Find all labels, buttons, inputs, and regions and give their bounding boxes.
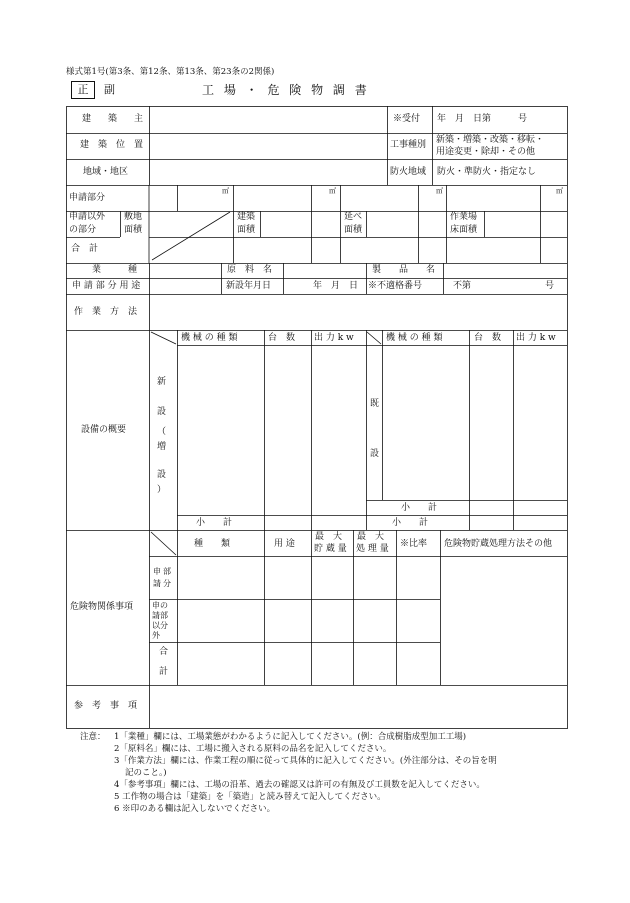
machine-type-header: 機 械 の 種 類 [181,333,238,343]
use-label: 申 請 部 分 用 途 [72,281,141,291]
total-label: 合 計 [71,244,99,254]
raw-material-label: 原 料 名 [227,265,273,275]
note-3b: 記のこと。) [125,768,167,778]
site-area-label-2: 面積 [124,225,143,235]
applied-row-label: 分 [163,579,171,588]
subtotal-label: 小 計 [196,518,233,528]
other-row-label: 外 [152,631,160,640]
total-row-label: 計 [159,667,169,677]
note-3a: 3「作業方法」欄には、作業工程の順に従って具体的に記入してください。(外注部分は、その旨を明 [114,756,497,766]
note-2: 2「原料名」欄には、工場に搬入される原料の品名を記入してください。 [114,744,392,754]
applied-row-label: 請 [153,579,161,588]
count-header: 台 数 [268,333,296,343]
subtotal-label: 小 計 [392,518,429,528]
unit-sqm: ㎡ [556,187,563,195]
machine-type-header: 機 械 の 種 類 [386,333,443,343]
hazard-label: 危険物関係事項 [70,602,134,612]
total-row-label: 合 [159,647,169,657]
other-part-label-2: の部分 [69,225,97,235]
new-equipment-char: ） [157,485,167,495]
hazard-use-header: 用 途 [274,539,295,549]
remarks-label: 参 考 事 項 [74,701,138,711]
work-type-label: 工事種別 [390,140,427,150]
nonconform-label: ※不適格番号 [368,281,423,291]
district-label: 地域・地区 [83,167,129,177]
count-header: 台 数 [474,333,502,343]
product-label: 製 品 名 [372,265,436,275]
original-box: 正 [71,81,95,99]
receipt-value[interactable]: 年 月 日第 号 [437,114,528,124]
note-4: 4「参考事項」欄には、工場の沿革、過去の確認又は許可の有無及び工員数を記入してください。 [114,780,485,790]
other-row-label: 請部 [152,611,168,620]
copy-label: 副 [104,83,115,96]
max-process-header-2: 処 理 量 [356,544,389,554]
fire-zone-options[interactable]: 防火・準防火・指定なし [437,167,537,177]
max-process-header-1: 最 大 [357,532,385,542]
work-type-options-2[interactable]: 用途変更・除却・その他 [436,147,536,157]
new-date-label: 新設年月日 [226,281,272,291]
existing-equipment-char: 既 [370,399,380,409]
building-area-label-2: 面積 [237,225,256,235]
other-part-label-1: 申請以外 [69,212,106,222]
power-header: 出 力 k w [314,333,354,343]
hazard-type-header: 種 類 [194,539,231,549]
receipt-label: ※受付 [393,114,421,124]
new-equipment-char: 設 [157,407,167,417]
new-equipment-char: 設 [157,470,167,480]
builder-label: 建 築 主 [82,114,148,124]
method-header: 危険物貯蔵処理方法その他 [444,539,553,549]
notes-prefix: 注意： [80,732,106,742]
nonconform-suffix: 号 [545,281,555,291]
page-title: 工 場 ・ 危 険 物 調 書 [202,83,370,97]
unit-sqm: ㎡ [222,187,229,195]
applied-row-label: 申 [153,567,161,576]
other-row-label: 申の [152,601,168,610]
subtotal-label: 小 計 [401,503,438,513]
location-label: 建 築 位 置 [80,140,144,150]
new-equipment-char: 新 [157,377,167,387]
applied-row-label: 部 [163,567,171,576]
power-header: 出 力 k w [516,333,556,343]
new-date-value[interactable]: 年 月 日 [313,281,359,291]
unit-sqm: ㎡ [436,187,443,195]
other-row-label: 以分 [152,621,168,630]
workshop-area-label-1: 作業場 [450,212,478,222]
new-equipment-char: （ [157,427,167,437]
max-storage-header-1: 最 大 [315,532,343,542]
floor-area-label-2: 面積 [344,225,363,235]
fire-zone-label: 防火地域 [390,167,427,177]
site-area-label-1: 敷地 [124,212,143,222]
industry-label: 業 種 [92,265,138,275]
building-area-label-1: 建築 [237,212,256,222]
note-5: 5 工作物の場合は「建築」を「築造」と読み替えて記入してください。 [114,792,386,802]
work-type-options-1[interactable]: 新築・増築・改築・移転・ [436,135,545,145]
ratio-header: ※比率 [400,539,428,549]
equipment-label: 設備の概要 [81,425,127,435]
form-reference: 様式第1号(第3条、第12条、第13条、第23条の2関係) [66,67,275,77]
nonconform-prefix: 不第 [453,281,472,291]
applied-part-label: 申請部分 [69,193,106,203]
max-storage-header-2: 貯 蔵 量 [314,544,347,554]
new-equipment-char: 増 [157,442,167,452]
work-method-label: 作 業 方 法 [74,307,138,317]
unit-sqm: ㎡ [329,187,336,195]
floor-area-label-1: 延べ [344,212,363,222]
note-1: 1「業種」欄には、工場業態がわかるように記入してください。(例：合成樹脂成型加工工場) [114,732,467,742]
existing-equipment-char: 設 [370,449,380,459]
note-6: 6 ※印のある欄は記入しないでください。 [114,804,276,814]
workshop-area-label-2: 床面積 [450,225,478,235]
